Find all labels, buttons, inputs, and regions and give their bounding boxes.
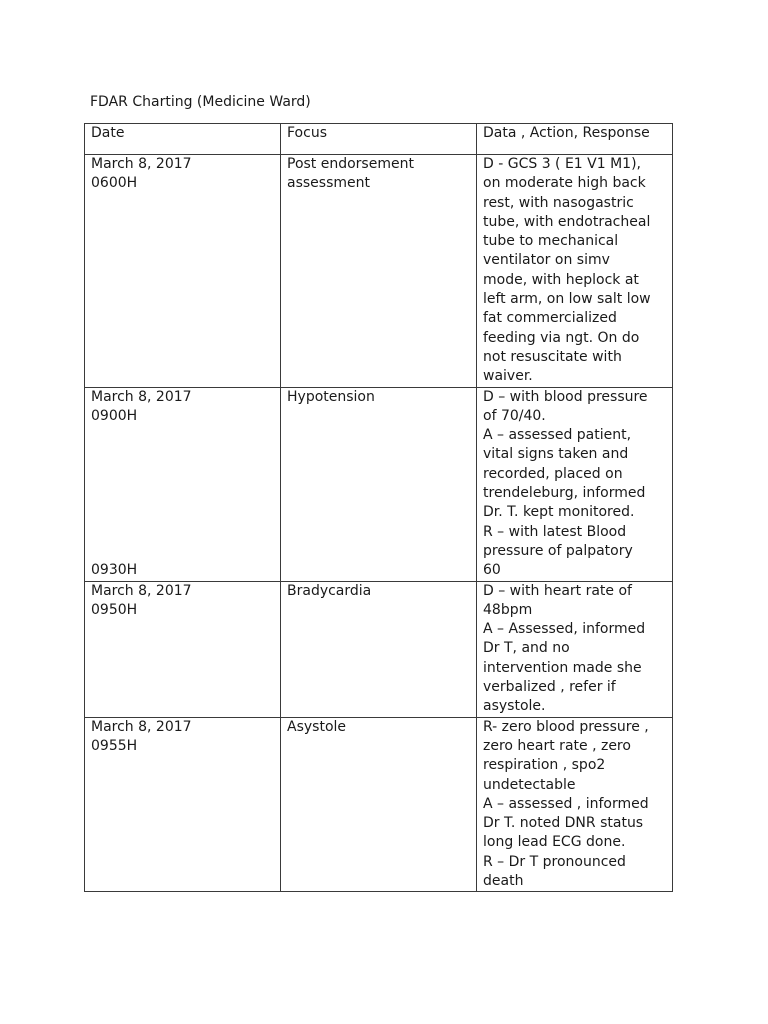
dar-line: ventilator on simv	[483, 252, 610, 269]
table-row	[85, 387, 673, 581]
dar-line: left arm, on low salt low	[483, 291, 651, 308]
entry-time: 0955H	[91, 737, 138, 754]
dar-line: 48bpm	[483, 601, 533, 618]
dar-line: long lead ECG done.	[483, 834, 626, 851]
focus-cell	[281, 717, 477, 892]
dar-line: Dr. T. kept monitored.	[483, 504, 635, 521]
dar-line: feeding via ngt. On do	[483, 329, 640, 346]
entry-late-time: 0930H	[91, 562, 138, 579]
entry-date: March 8, 2017	[91, 388, 192, 405]
dar-line: death	[483, 872, 524, 889]
focus-cell	[281, 581, 477, 717]
header-dar	[477, 124, 673, 155]
dar-cell	[477, 387, 673, 581]
dar-line: rest, with nasogastric	[483, 194, 634, 211]
dar-cell	[477, 155, 673, 388]
dar-line: R – with latest Blood	[483, 523, 627, 540]
page-title: FDAR Charting (Medicine Ward)	[90, 94, 311, 110]
table-row	[85, 155, 673, 388]
dar-line: on moderate high back	[483, 175, 646, 192]
focus-cell	[281, 155, 477, 388]
dar-line: recorded, placed on	[483, 465, 623, 482]
entry-date: March 8, 2017	[91, 718, 192, 735]
dar-line: undetectable	[483, 776, 576, 793]
header-date-label: Date	[91, 125, 125, 141]
table-row	[85, 717, 673, 892]
focus-line: Post endorsement	[287, 156, 414, 172]
dar-line: tube, with endotracheal	[483, 213, 651, 230]
header-dar-label: Data , Action, Response	[483, 125, 650, 141]
date-cell	[85, 581, 281, 717]
dar-line: D – with heart rate of	[483, 582, 632, 599]
focus-line: Asystole	[287, 718, 347, 735]
entry-time: 0600H	[91, 175, 138, 192]
header-focus-label: Focus	[287, 125, 327, 141]
dar-line: intervention made she	[483, 659, 642, 676]
dar-line: asystole.	[483, 698, 546, 715]
focus-cell	[281, 387, 477, 581]
date-cell	[85, 155, 281, 388]
focus-line: Bradycardia	[287, 582, 372, 599]
dar-line: A – assessed , informed	[483, 795, 649, 812]
entry-date: March 8, 2017	[91, 582, 192, 599]
dar-line: zero heart rate , zero	[483, 737, 631, 754]
dar-line: not resuscitate with	[483, 348, 622, 365]
dar-line: fat commercialized	[483, 310, 617, 327]
focus-line: Hypotension	[287, 388, 375, 405]
dar-cell	[477, 717, 673, 892]
dar-line: vital signs taken and	[483, 446, 629, 463]
dar-line: R- zero blood pressure ,	[483, 718, 649, 735]
dar-line: of 70/40.	[483, 407, 546, 424]
date-cell	[85, 717, 281, 892]
dar-line: trendeleburg, informed	[483, 485, 646, 502]
table-row	[85, 581, 673, 717]
dar-line: tube to mechanical	[483, 233, 619, 250]
header-date	[85, 124, 281, 155]
header-focus	[281, 124, 477, 155]
dar-line: Dr T. noted DNR status	[483, 815, 644, 832]
dar-line: mode, with heplock at	[483, 271, 639, 288]
dar-line: D - GCS 3 ( E1 V1 M1),	[483, 156, 641, 172]
focus-line: assessment	[287, 175, 370, 192]
entry-time: 0900H	[91, 407, 138, 424]
fdar-table	[84, 123, 673, 892]
dar-line: pressure of palpatory	[483, 542, 633, 559]
entry-date: March 8, 2017	[91, 156, 192, 172]
date-cell	[85, 387, 281, 581]
dar-line: R – Dr T pronounced	[483, 853, 626, 870]
dar-line: 60	[483, 562, 501, 579]
entry-time: 0950H	[91, 601, 138, 618]
dar-line: verbalized , refer if	[483, 679, 616, 696]
dar-line: Dr T, and no	[483, 640, 570, 657]
dar-line: A – Assessed, informed	[483, 621, 646, 638]
table-header-row	[85, 124, 673, 155]
dar-line: respiration , spo2	[483, 757, 606, 774]
dar-line: A – assessed patient,	[483, 427, 632, 444]
dar-line: waiver.	[483, 368, 533, 385]
dar-cell	[477, 581, 673, 717]
dar-line: D – with blood pressure	[483, 388, 648, 405]
